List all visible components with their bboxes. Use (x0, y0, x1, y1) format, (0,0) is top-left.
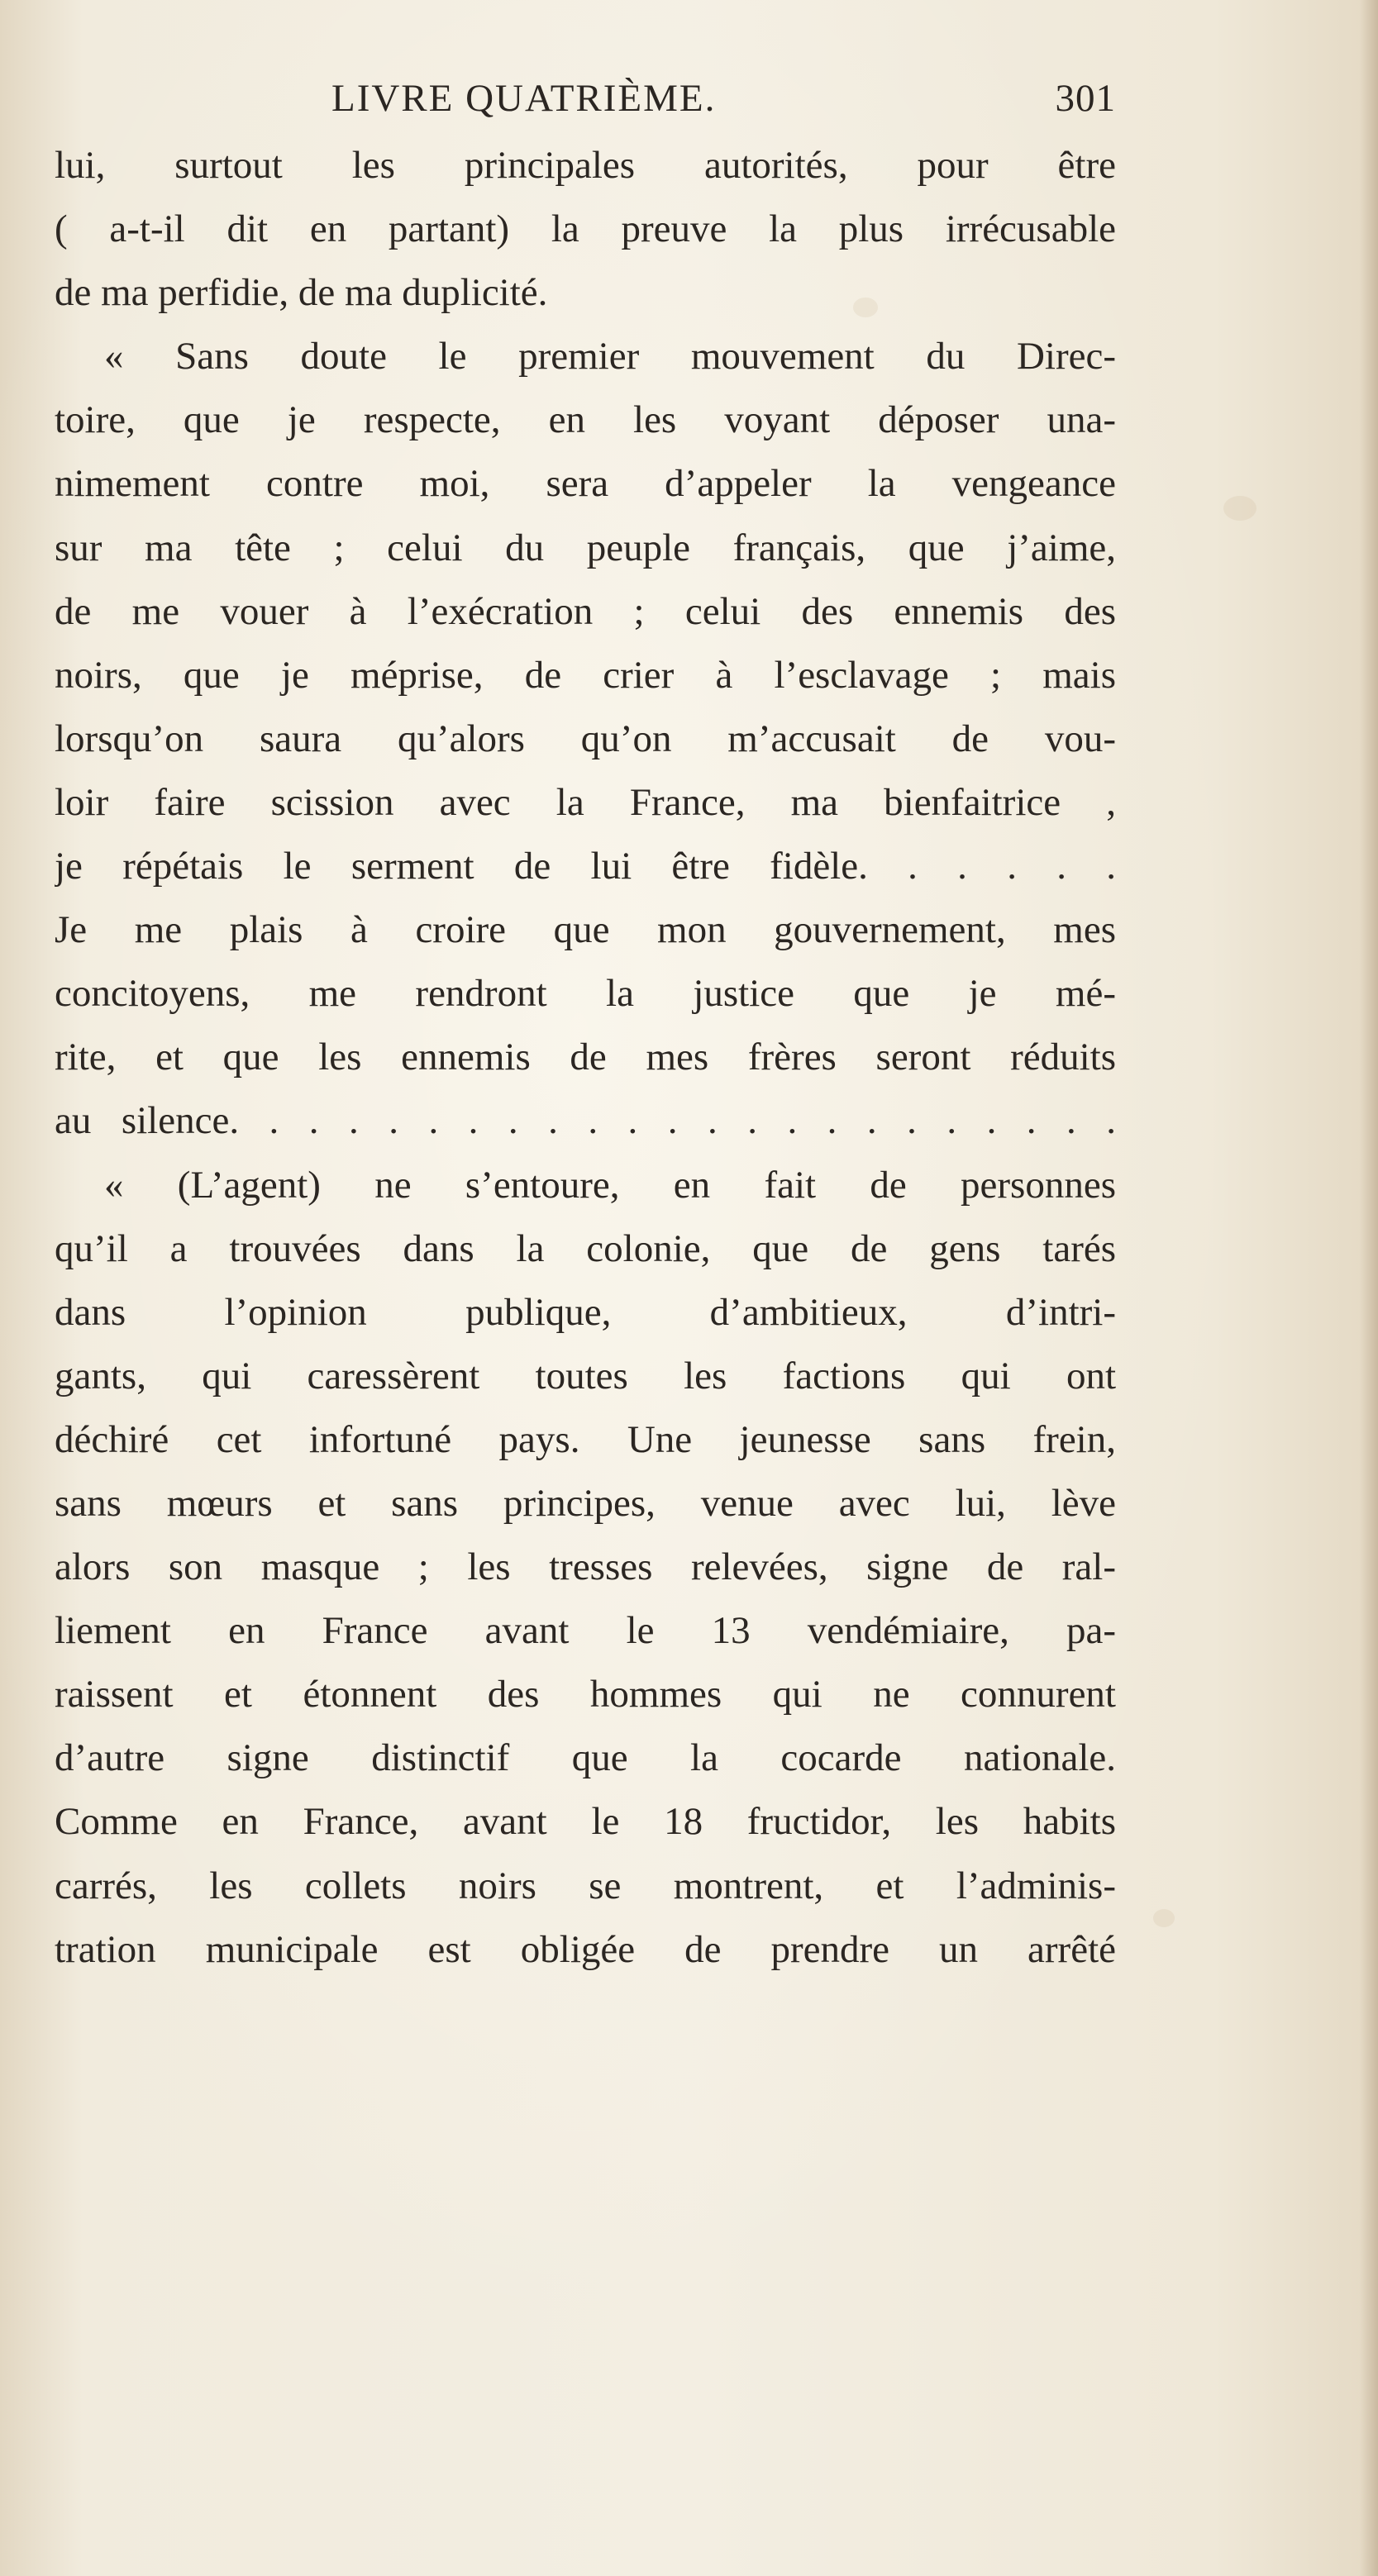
text-line: dans l’opinion publique, d’ambitieux, d’intri- (55, 1290, 1116, 1334)
paper-stain (1223, 496, 1256, 521)
text-line: déchiré cet infortuné pays. Une jeunesse sans frein, (55, 1417, 1116, 1461)
text-line: qu’il a trouvées dans la colonie, que de gens tarés (55, 1226, 1116, 1270)
text-line: carrés, les collets noirs se montrent, et l’adminis- (55, 1864, 1116, 1907)
text-line: raissent et étonnent des hommes qui ne connurent (55, 1673, 1116, 1717)
text-line: « (L’agent) ne s’entoure, en fait de personnes (104, 1163, 1116, 1207)
text-line: rite, et que les ennemis de mes frères seront réduits (55, 1036, 1116, 1079)
page-edge-shadow (1360, 0, 1378, 2576)
text-line: tration municipale est obligée de prendre un arrêté (55, 1927, 1116, 1971)
text-line: concitoyens, me rendront la justice que je mé- (55, 972, 1116, 1016)
text-line: noirs, que je méprise, de crier à l’esclavage ; mais (55, 653, 1116, 697)
text-line: lui, surtout les principales autorités, pour être (55, 144, 1116, 187)
text-line: de ma perfidie, de ma duplicité. (55, 271, 548, 315)
text-line: « Sans doute le premier mouvement du Direc- (104, 335, 1116, 379)
text-line: toire, que je respecte, en les voyant déposer una- (55, 398, 1116, 442)
text-line: Comme en France, avant le 18 fructidor, les habits (55, 1800, 1116, 1844)
text-line: liement en France avant le 13 vendémiaire, pa- (55, 1609, 1116, 1653)
text-line: lorsqu’on saura qu’alors qu’on m’accusait de vou- (55, 717, 1116, 760)
text-line: nimement contre moi, sera d’appeler la vengeance (55, 462, 1116, 506)
paper-stain (1153, 1909, 1175, 1927)
text-line: sans mœurs et sans principes, venue avec lui, lève (55, 1481, 1116, 1525)
text-line: alors son masque ; les tresses relevées, signe de ral- (55, 1545, 1116, 1589)
text-line: gants, qui caressèrent toutes les factions qui ont (55, 1354, 1116, 1398)
body-text (55, 134, 1116, 1982)
text-line: loir faire scission avec la France, ma bienfaitrice , (55, 780, 1116, 824)
text-line: sur ma tête ; celui du peuple français, que j’aime, (55, 526, 1116, 569)
text-line: d’autre signe distinctif que la cocarde nationale. (55, 1736, 1116, 1780)
text-line: Je me plais à croire que mon gouvernement, mes (55, 908, 1116, 952)
text-line: ( a-t-il dit en partant) la preuve la plus irrécusable (55, 207, 1116, 251)
page-number: 301 (1055, 77, 1116, 120)
text-line: de me vouer à l’exécration ; celui des ennemis des (55, 589, 1116, 633)
running-title: LIVRE QUATRIÈME. (331, 77, 717, 120)
page-header (55, 76, 1116, 129)
text-line: au silence. . . . . . . . . . . . . . . . . . . . . . . (55, 1099, 1116, 1143)
text-line: je répétais le serment de lui être fidèle. . . . . . (55, 845, 1116, 888)
